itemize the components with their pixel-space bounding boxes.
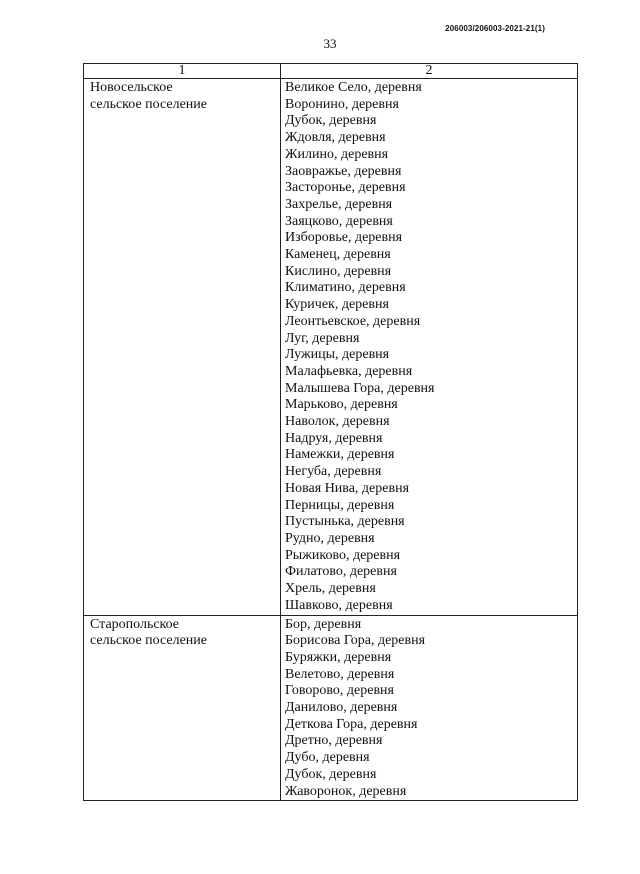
village-item: Шавково, деревня <box>285 597 393 613</box>
table-row <box>84 79 578 616</box>
villages-cell <box>281 79 578 616</box>
column-header-2: 2 <box>281 64 578 79</box>
settlement-name-line: Новосельское <box>90 80 173 95</box>
village-item: Данилово, деревня <box>285 700 398 716</box>
table-row <box>84 615 578 801</box>
village-item: Борисова Гора, деревня <box>285 633 426 649</box>
village-item: Жаворонок, деревня <box>285 783 407 799</box>
village-item: Захрелье, деревня <box>285 196 393 212</box>
village-item: Жилино, деревня <box>285 146 389 162</box>
village-item: Негуба, деревня <box>285 464 382 480</box>
village-item: Говорово, деревня <box>285 683 394 699</box>
village-item: Рудно, деревня <box>285 530 375 546</box>
village-item: Филатово, деревня <box>285 564 397 580</box>
settlement-name-line: Старопольское <box>90 616 180 632</box>
village-item: Лужицы, деревня <box>285 347 390 363</box>
village-item: Леонтьевское, деревня <box>285 313 421 329</box>
village-item: Заяцково, деревня <box>285 213 393 229</box>
village-item: Дубо, деревня <box>285 750 370 766</box>
settlement-name-line: сельское поселение <box>90 96 207 112</box>
village-item: Намежки, деревня <box>285 447 395 463</box>
village-item: Великое Село, деревня <box>285 80 422 95</box>
village-item: Марьково, деревня <box>285 397 398 413</box>
village-item: Надруя, деревня <box>285 430 383 446</box>
village-item: Пустынька, деревня <box>285 514 405 530</box>
village-item: Воронино, деревня <box>285 96 399 112</box>
village-item: Каменец, деревня <box>285 247 391 263</box>
village-item: Буряжки, деревня <box>285 649 392 665</box>
village-item: Дубок, деревня <box>285 113 377 129</box>
village-item: Наволок, деревня <box>285 414 390 430</box>
village-item: Засторонье, деревня <box>285 180 406 196</box>
village-item: Кислино, деревня <box>285 263 392 279</box>
village-item: Изборовье, деревня <box>285 230 403 246</box>
village-item: Рыжиково, деревня <box>285 547 401 563</box>
document-code: 206003/206003-2021-21(1) <box>445 24 545 33</box>
table-header-row <box>84 64 578 79</box>
village-item: Хрель, деревня <box>285 581 376 597</box>
village-item: Малафьевка, деревня <box>285 363 413 379</box>
settlement-name-cell <box>84 615 281 801</box>
settlement-name-line: сельское поселение <box>90 633 207 649</box>
village-item: Луг, деревня <box>285 330 360 346</box>
village-item: Перницы, деревня <box>285 497 395 513</box>
villages-cell <box>281 615 578 801</box>
village-item: Куричек, деревня <box>285 297 389 313</box>
village-item: Заовражье, деревня <box>285 163 402 179</box>
village-item: Дубок, деревня <box>285 766 377 782</box>
village-item: Ждовля, деревня <box>285 130 386 146</box>
village-item: Дретно, деревня <box>285 733 383 749</box>
village-item: Новая Нива, деревня <box>285 480 410 496</box>
settlements-table <box>83 63 578 801</box>
page-number: 33 <box>323 36 337 51</box>
settlement-name-cell <box>84 79 281 616</box>
village-item: Бор, деревня <box>285 616 362 632</box>
column-header-1: 1 <box>84 64 281 79</box>
village-item: Малышева Гора, деревня <box>285 380 435 396</box>
village-item: Климатино, деревня <box>285 280 406 296</box>
village-item: Деткова Гора, деревня <box>285 716 418 732</box>
village-item: Велетово, деревня <box>285 666 395 682</box>
